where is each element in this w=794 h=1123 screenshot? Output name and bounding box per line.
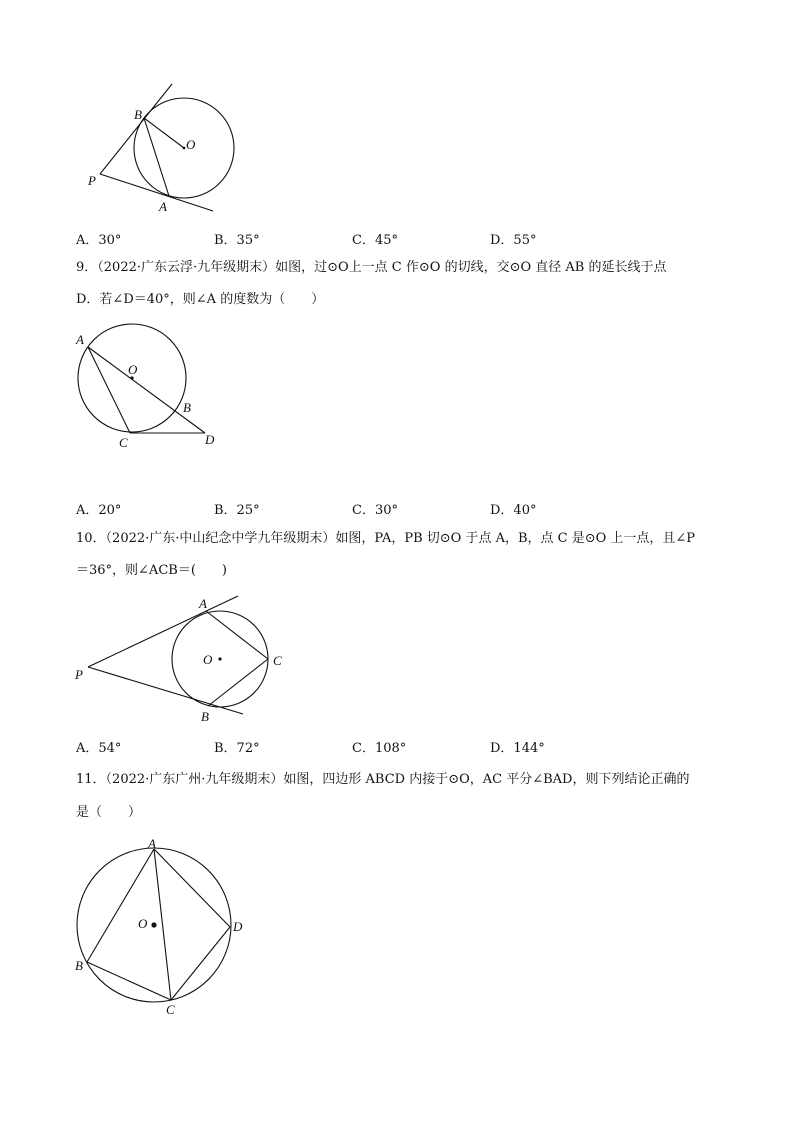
q11-label-a: A — [148, 836, 156, 851]
q8-option-d[interactable]: D．55° — [490, 233, 537, 248]
q10-label-c: C — [273, 653, 282, 668]
q11-label-d: D — [233, 919, 243, 934]
q10-option-a[interactable]: A．54° — [76, 741, 122, 756]
q11-stem-line1: 11．（2022·广东广州·九年级期末）如图，四边形 ABCD 内接于⊙O，AC 平分∠BAD，则下列结论正确的 — [76, 772, 690, 787]
q9-label-a: A — [76, 332, 84, 347]
q9-label-o: O — [128, 362, 138, 377]
q9-stem-line1: 9．（2022·广东云浮·九年级期末）如图，过⊙O上一点 C 作⊙O 的切线，交⊙O 直径 AB 的延长线于点 — [76, 260, 667, 275]
q8-option-c[interactable]: C．45° — [352, 233, 398, 248]
q11-label-b: B — [75, 958, 83, 973]
q11-label-o: O — [138, 916, 148, 931]
q11-center-dot — [151, 922, 156, 927]
q10-stem-line1: 10．（2022·广东·中山纪念中学九年级期末）如图，PA，PB 切⊙O 于点 A，B，点 C 是⊙O 上一点，且∠P — [76, 531, 696, 546]
q11-stem-line2: 是（ ） — [76, 805, 142, 820]
q9-option-c[interactable]: C．30° — [352, 503, 398, 518]
q11-side-ad — [154, 849, 230, 927]
q11-side-ab — [87, 849, 154, 962]
q9-label-d: D — [205, 432, 215, 447]
q8-label-o: O — [186, 137, 196, 152]
q8-label-a: A — [159, 199, 167, 214]
q9-label-b: B — [183, 400, 191, 415]
q10-label-o: O — [203, 652, 213, 667]
q11-label-c: C — [166, 1002, 175, 1017]
q8-label-b: B — [134, 107, 142, 122]
q10-label-a: A — [199, 596, 207, 611]
q10-label-b: B — [201, 709, 209, 724]
q8-option-b[interactable]: B．35° — [214, 233, 260, 248]
q9-option-b[interactable]: B．25° — [214, 503, 260, 518]
q9-label-c: C — [119, 435, 128, 450]
q8-label-p: P — [88, 173, 96, 188]
q10-option-d[interactable]: D．144° — [490, 741, 545, 756]
q10-option-c[interactable]: C．108° — [352, 741, 407, 756]
q10-label-p: P — [75, 667, 83, 682]
q10-stem-line2: ＝36°，则∠ACB＝( ) — [76, 563, 227, 578]
q11-side-bc — [87, 962, 171, 1000]
q10-option-b[interactable]: B．72° — [214, 741, 260, 756]
q8-option-a[interactable]: A．30° — [76, 233, 122, 248]
q9-option-d[interactable]: D．40° — [490, 503, 537, 518]
q9-stem-line2: D．若∠D＝40°，则∠A 的度数为（ ） — [76, 292, 325, 307]
q9-option-a[interactable]: A．20° — [76, 503, 122, 518]
